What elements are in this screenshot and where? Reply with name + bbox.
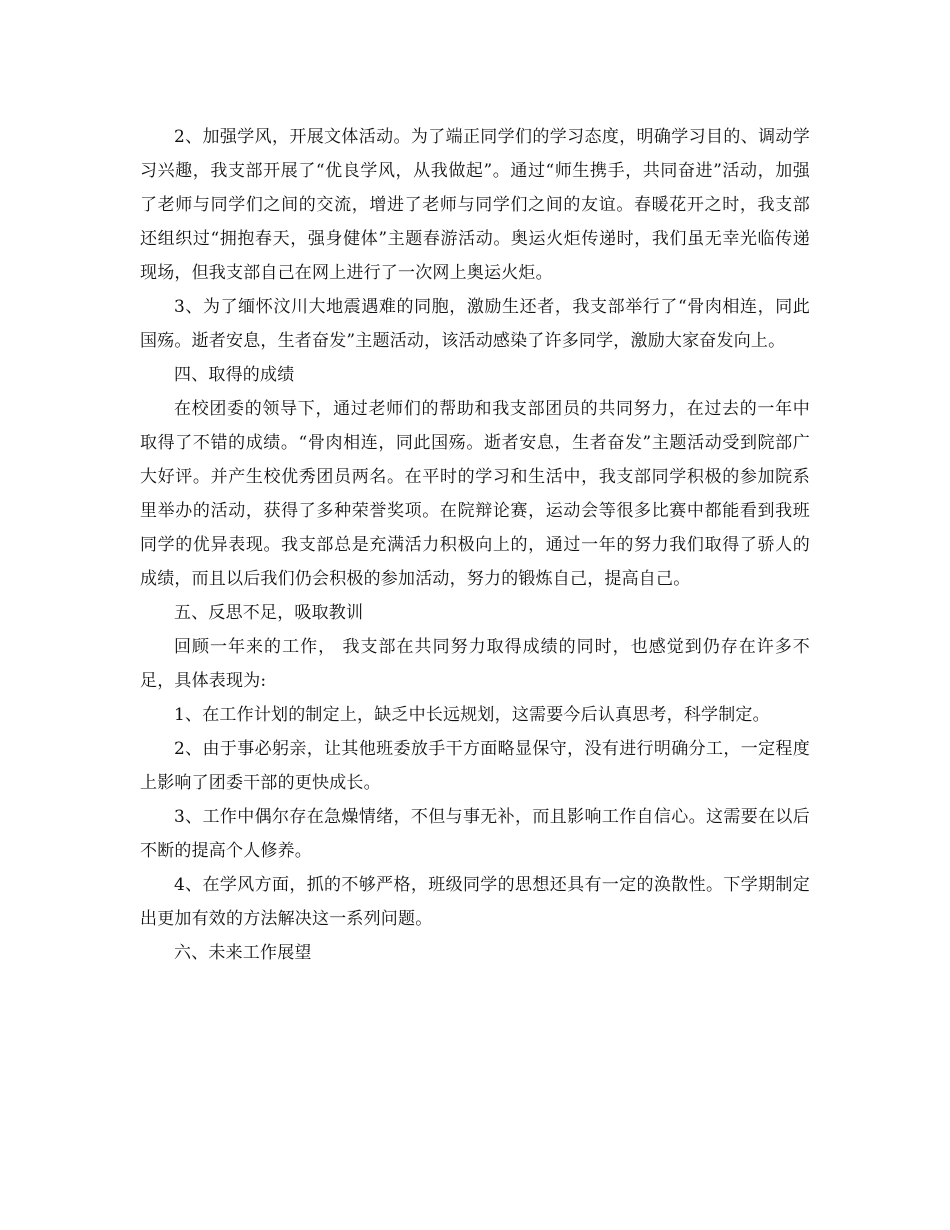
paragraph-shortcoming-2: 2、由于事必躬亲，让其他班委放手干方面略显保守，没有进行明确分工，一定程度上影响了团委干部的更快成长。 [140, 739, 810, 793]
paragraph-shortcoming-1: 1、在工作计划的制定上，缺乏中长远规划，这需要今后认真思考，科学制定。 [174, 705, 770, 725]
paragraph-reflection-intro: 回顾一年来的工作， 我支部在共同努力取得成绩的同时，也感觉到仍存在许多不足，具体表现为: [140, 637, 810, 691]
paragraph-achievements: 在校团委的领导下，通过老师们的帮助和我支部团员的共同努力，在过去的一年中取得了不错的成绩。“骨肉相连，同此国殇。逝者安息，生者奋发”主题活动受到院部广大好评。并产生校优秀团员两名。在平时的学习和生活中，我支部同学积极的参加院系里举办的活动，获得了多种荣誉奖项。在院辩论赛，运动会等很多比赛中都能看到我班同学的优异表现。我支部总是充满活力积极向上的，通过一年的努力我们取得了骄人的成绩，而且以后我们仍会积极的参加活动，努力的锻炼自己，提高自己。 [140, 399, 810, 589]
paragraph-study-style-activities: 2、加强学风，开展文体活动。为了端正同学们的学习态度，明确学习目的、调动学习兴趣，我支部开展了“优良学风，从我做起”。通过“师生携手，共同奋进”活动，加强了老师与同学们之间的交流，增进了老师与同学们之间的友谊。春暖花开之时，我支部还组织过“拥抱春天，强身健体”主题春游活动。奥运火炬传递时，我们虽无幸光临传递现场，但我支部自己在网上进行了一次网上奥运火炬。 [140, 127, 810, 283]
paragraph-shortcoming-3: 3、工作中偶尔存在急燥情绪，不但与事无补，而且影响工作自信心。这需要在以后不断的提高个人修养。 [140, 807, 810, 861]
section-heading-reflection: 五、反思不足，吸取教训 [174, 603, 364, 623]
paragraph-shortcoming-4: 4、在学风方面，抓的不够严格，班级同学的思想还具有一定的涣散性。下学期制定出更加有效的方法解决这一系列问题。 [140, 875, 810, 929]
paragraph-earthquake-memorial: 3、为了缅怀汶川大地震遇难的同胞，激励生还者，我支部举行了“骨肉相连，同此国殇。逝者安息，生者奋发”主题活动，该活动感染了许多同学，激励大家奋发向上。 [140, 297, 810, 351]
section-heading-achievements: 四、取得的成绩 [174, 365, 295, 385]
document-body [140, 120, 810, 970]
section-heading-future-outlook: 六、未来工作展望 [174, 943, 312, 963]
